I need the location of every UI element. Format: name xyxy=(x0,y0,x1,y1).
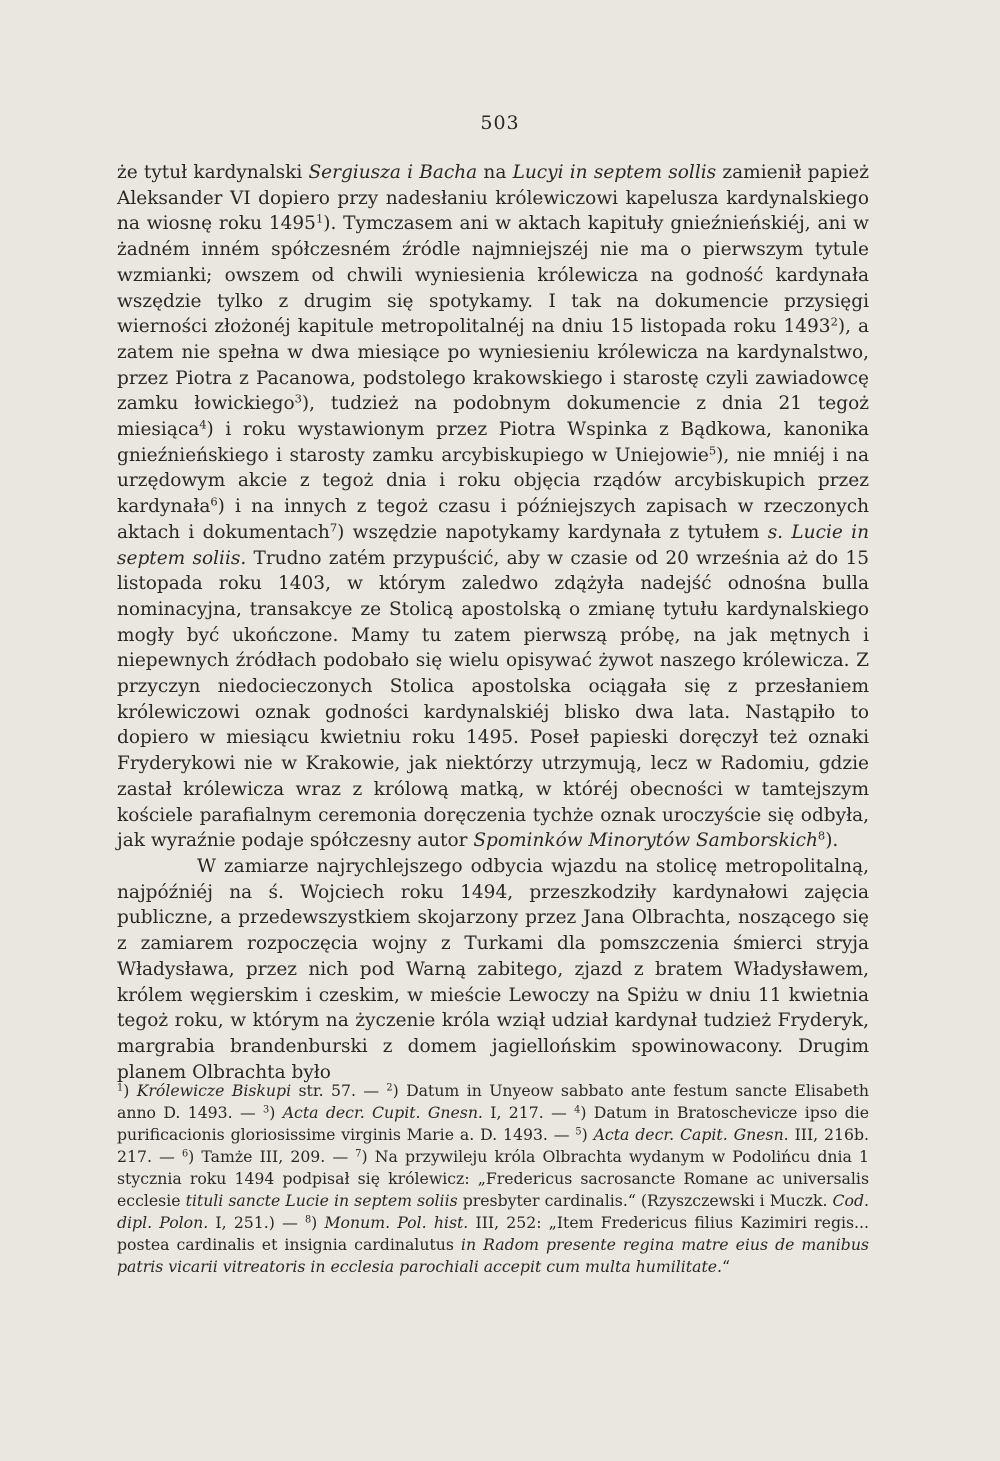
text-run: W zamiarze najrychlejszego odbycia wjazdu na stolicę metropolitalną, najpóźniéj na ś. Wojciech roku 1494, przeszkodziły kardynałowi zajęcia publiczne, a przedewszystkiem skojarzony przez Jana Olbrachta, noszącego się z zamiarem rozpoczęcia wojny z Turkami dla pomszczenia śmierci stryja Władysława, przez nich pod Warną zabitego, zjazd z bratem Władysławem, królem węgierskim i czeskim, w mieście Lewoczy na Spiżu w dniu 11 kwietnia tegoż roku, w którym na życzenie króla wziął udział kardynał tudzież Fryderyk, margrabia brandenburski z domem jagiellońskim spowinowacony. Drugim planem Olbrachta było xyxy=(117,855,869,1083)
footnote-ref: 4 xyxy=(574,1104,581,1116)
footnote-ref: 7 xyxy=(329,520,338,535)
text-run: ) i roku wystawionym przez Piotra Wspinka z Bądkowa, kanonika gnieźnieńskiego i starosty zamku arcybiskupiego w Uniejowie xyxy=(117,419,869,466)
text-run: I, 217. — xyxy=(482,1103,575,1122)
italic-text: Królewicze Biskupi xyxy=(136,1081,292,1100)
italic-text: Monum. Pol. hist. xyxy=(324,1213,469,1232)
text-run: III, 216b. 217. — xyxy=(117,1125,870,1166)
text-run: że tytuł kardynalski xyxy=(117,162,309,183)
text-run: ) Na przywileju króla Olbrachta wydanym w Podolińcu dnia 1 stycznia roku 1494 podpisał się królewicz: „Fredericus sacrosancte Romane ac universalis ecclesie xyxy=(117,1147,869,1210)
italic-text: s. Lucie in septem soliis. xyxy=(117,521,869,569)
text-run: I, 251.) — xyxy=(208,1213,305,1232)
italic-text: Spominków Minorytów Samborskich xyxy=(473,830,818,852)
footnote-ref: 8 xyxy=(304,1214,312,1226)
text-run: III, 252: „Item Fredericus filius Kazimiri regis... postea cardinalis et insignia cardinalutus xyxy=(117,1213,870,1254)
italic-text: Lucyi in septem sollis xyxy=(512,162,717,183)
text-run: ) wszędzie napotykamy kardynała z tytułem xyxy=(337,521,768,543)
page-number: 503 xyxy=(480,112,520,134)
footnotes xyxy=(117,1080,869,1278)
footnote-ref: 3 xyxy=(263,1104,270,1116)
text-run: “ xyxy=(722,1257,731,1276)
footnote-ref: 4 xyxy=(199,417,207,432)
text-run: ) xyxy=(311,1213,325,1232)
italic-text: in Radom presente regina matre eius de manibus patris vicarii vitreatoris in ecclesia parochiali accepit cum multa humilitate. xyxy=(117,1235,869,1276)
text-run: ), nie mniéj i na urzędowym akcie z tegoż dnia i roku objęcia rządów arcybiskupich przez kardynała xyxy=(117,444,869,518)
text-run: ) Datum in Bratoschevicze ipso die purificacionis gloriosissime virginis Marie a. D. 1493. — xyxy=(117,1103,870,1144)
text-run: ). xyxy=(825,830,839,852)
footnote-ref: 7 xyxy=(355,1148,362,1160)
paragraph-2 xyxy=(117,854,869,1085)
text-run: na xyxy=(477,162,513,183)
italic-text: Cod. dipl. Polon. xyxy=(117,1191,869,1232)
text-run: ) Datum in Unyeow sabbato ante festum sancte Elisabeth anno D. 1493. — xyxy=(117,1081,870,1122)
footnote-ref: 1 xyxy=(315,212,324,227)
text-run: zamienił papież Aleksander VI dopiero przy nadesłaniu królewiczowi kapelusza kardynalskiego na wiosnę roku 1495 xyxy=(117,162,869,235)
text-run: ) xyxy=(581,1125,594,1144)
italic-text: Acta decr. Capit. Gnesn. xyxy=(593,1125,789,1144)
footnote-ref: 2 xyxy=(386,1082,393,1094)
text-run: ) xyxy=(123,1081,137,1100)
footnote-ref: 5 xyxy=(575,1126,582,1138)
text-run: ) Tamże III, 209. — xyxy=(188,1147,356,1166)
main-text xyxy=(117,160,869,1085)
italic-text: tituli sancte Lucie in septem soliis xyxy=(185,1191,458,1210)
italic-text: Sergiusza i Bacha xyxy=(308,162,478,183)
footnote-ref: 8 xyxy=(817,828,826,843)
text-run: str. 57. — xyxy=(291,1081,387,1100)
footnote-ref: 5 xyxy=(708,443,717,458)
footnote-ref: 6 xyxy=(181,1148,189,1160)
text-run: presbyter cardinalis.“ (Rzyszczewski i Muczk. xyxy=(457,1191,833,1210)
text-run: Trudno zatém przypuścić, aby w czasie od 20 września aż do 15 listopada roku 1403, w którym zaledwo zdążyła nadejść odnośna bulla nominacyjna, transakcye ze Stolicą apostolską o zmianę tytułu kardynalskiego mogły być ukończone. Mamy tu zatem pierwszą próbę, na jak mętnych i niepewnych źródłach podobało się wielu opisywać żywot naszego królewicza. Z przyczyn niedocieczonych Stolica apostolska ociągała się z przesłaniem królewiczowi oznak godności kardynalskiéj blisko dwa lata. Nastąpiło to dopiero w miesiącu kwietniu roku 1495. Poseł papieski doręczył też oznaki Fryderykowi nie w Krakowie, jak niektórzy utrzymują, lecz w Radomiu, gdzie zastał królewicza wraz z królową matką, w któréj obecności w tamtejszym kościele parafialnym ceremonia doręczenia tychże oznak uroczyście się odbyła, jak wyraźnie podaje spółczesny autor xyxy=(117,547,869,852)
footnotes-text xyxy=(117,1080,869,1278)
text-run: ) i na innych z tegoż czasu i późniejszych zapisach w rzeczonych aktach i dokumentach xyxy=(117,496,869,543)
footnote-ref: 6 xyxy=(210,494,218,509)
footnote-ref: 3 xyxy=(294,392,302,407)
footnote-ref: 1 xyxy=(117,1082,124,1094)
text-run: ), a zatem nie spełna w dwa miesiące po wyniesieniu królewicza na kardynalstwo, przez Piotra z Pacanowa, podstolego krakowskiego i starostę czyli zawiadowcę zamku łowickiego xyxy=(117,316,869,415)
footnote-ref: 2 xyxy=(830,314,838,329)
text-run: ) xyxy=(269,1103,283,1122)
paragraph-1 xyxy=(117,160,869,854)
text-run: ). Tymczasem ani w aktach kapituły gnieźnieńskiéj, ani w żadném inném spółczesném źródle najmniejszéj nie ma o pierwszym tytule wzmianki; owszem od chwili wyniesienia królewicza na godność kardynała wszędzie tylko z drugim się spotykamy. I tak na dokumencie przysięgi wierności złożonéj kapitule metropolitalnéj na dniu 15 listopada roku 1493 xyxy=(117,213,869,338)
italic-text: Acta decr. Cupit. Gnesn. xyxy=(282,1103,483,1122)
text-run: ), tudzież na podobnym dokumencie z dnia 21 tegoż miesiąca xyxy=(117,393,869,441)
